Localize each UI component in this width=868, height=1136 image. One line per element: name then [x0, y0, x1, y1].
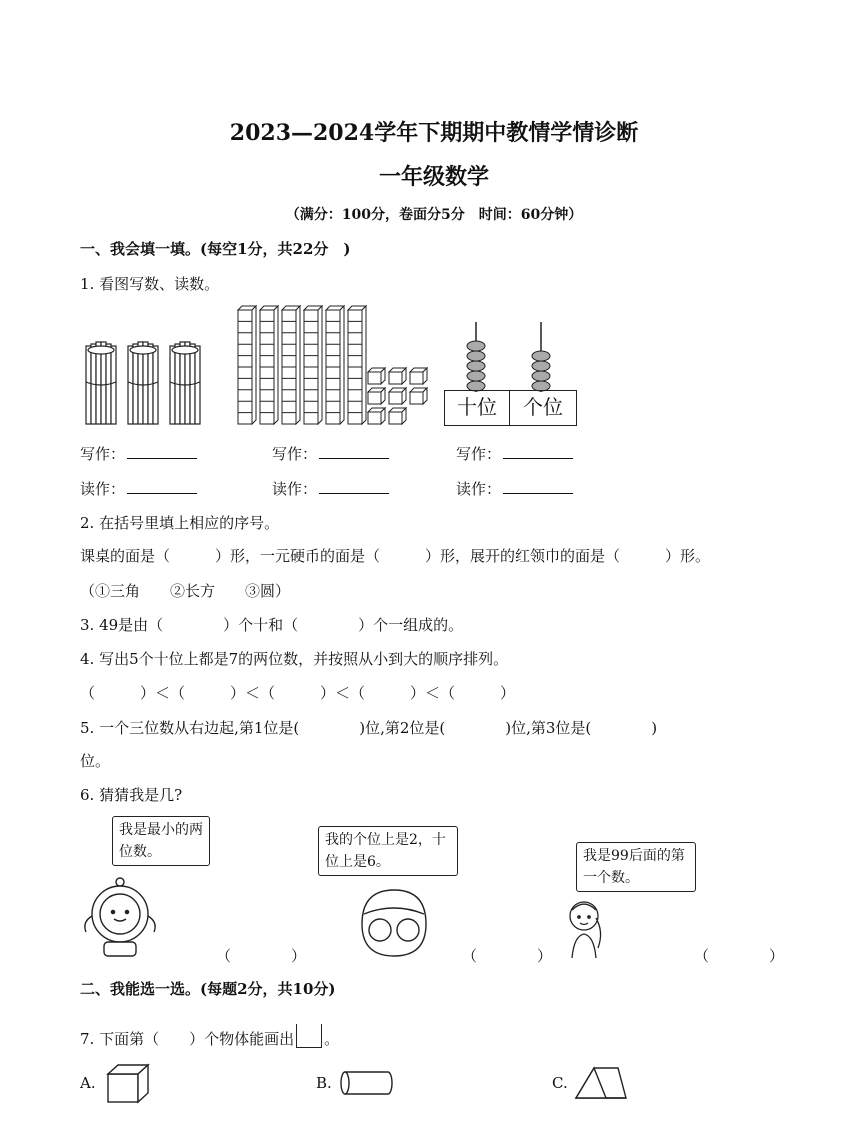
q7-text [80, 1024, 339, 1049]
read-label: 读作： [456, 480, 502, 498]
helmet-character-icon [354, 884, 434, 960]
write-blank[interactable] [127, 446, 197, 459]
q4-text: 4. 写出5个十位上都是7的两位数，并按照从小到大的顺序排列。 [80, 650, 509, 668]
write-row-3 [456, 443, 573, 464]
girl-character-icon [564, 896, 610, 960]
write-row-1 [80, 443, 197, 464]
cylinder-shape-icon[interactable] [340, 1070, 394, 1096]
q2-options: （①三角 ②长方 ③圆） [80, 582, 291, 600]
read-label: 读作： [80, 480, 126, 498]
write-label: 写作： [80, 445, 126, 463]
q1-text: 1. 看图写数、读数。 [80, 275, 220, 293]
write-label: 写作： [272, 445, 318, 463]
write-row-2 [272, 443, 389, 464]
q6-answer-3[interactable]: （ ） [694, 947, 785, 965]
option-c-label[interactable]: C. [552, 1074, 568, 1092]
write-blank[interactable] [319, 446, 389, 459]
stick-bundles-figure [82, 338, 212, 428]
exam-title: 2023—2024学年下期期中教情学情诊断 [229, 120, 639, 146]
exam-note: （满分：100分，卷面分5分 时间：60分钟） [285, 207, 583, 223]
read-row-2 [272, 478, 389, 499]
triangular-prism-shape-icon[interactable] [574, 1064, 630, 1102]
q6-text: 6. 猜猜我是几? [80, 786, 183, 804]
section1-heading: 一、我会填一填。(每空1分，共22分 ) [80, 240, 351, 258]
q6-answer-2[interactable]: （ ） [462, 947, 553, 965]
read-row-1 [80, 478, 197, 499]
read-label: 读作： [272, 480, 318, 498]
option-b-label[interactable]: B. [316, 1074, 332, 1092]
write-blank[interactable] [503, 446, 573, 459]
speech-bubble-1: 我是最小的两位数。 [112, 816, 210, 866]
q2-line: 课桌的面是（ ）形，一元硬币的面是（ ）形，展开的红领巾的面是（ ）形。 [80, 547, 711, 565]
q7-text-after: 。 [324, 1030, 340, 1048]
exam-subtitle: 一年级数学 [378, 164, 489, 190]
q2-text: 2. 在括号里填上相应的序号。 [80, 514, 280, 532]
cube-shape-icon[interactable] [106, 1064, 150, 1104]
section2-heading: 二、我能选一选。(每题2分，共10分) [80, 980, 336, 998]
read-blank[interactable] [319, 481, 389, 494]
speech-bubble-3: 我是99后面的第一个数。 [576, 842, 696, 892]
read-row-3 [456, 478, 573, 499]
option-a-label[interactable]: A. [80, 1074, 96, 1092]
q7-text-before: 7. 下面第（ ）个物体能画出 [80, 1030, 295, 1048]
speech-bubble-2: 我的个位上是2，十位上是6。 [318, 826, 458, 876]
write-label: 写作： [456, 445, 502, 463]
q6-answer-1[interactable]: （ ） [216, 947, 307, 965]
base-ten-blocks-figure [238, 306, 438, 428]
abacus-tens-label: 十位 [444, 390, 510, 426]
q5-tail: 位。 [80, 752, 111, 770]
abacus-figure [444, 320, 578, 392]
q7-square-icon [296, 1024, 322, 1048]
q3-text: 3. 49是由（ ）个十和（ ）个一组成的。 [80, 616, 464, 634]
robot-character-icon [80, 876, 160, 960]
abacus-ones-label: 个位 [509, 390, 577, 426]
read-blank[interactable] [127, 481, 197, 494]
q4-line: （ ）＜（ ）＜（ ）＜（ ）＜（ ） [80, 684, 516, 702]
q5-text: 5. 一个三位数从右边起,第1位是( )位,第2位是( )位,第3位是( ) [80, 719, 658, 737]
read-blank[interactable] [503, 481, 573, 494]
